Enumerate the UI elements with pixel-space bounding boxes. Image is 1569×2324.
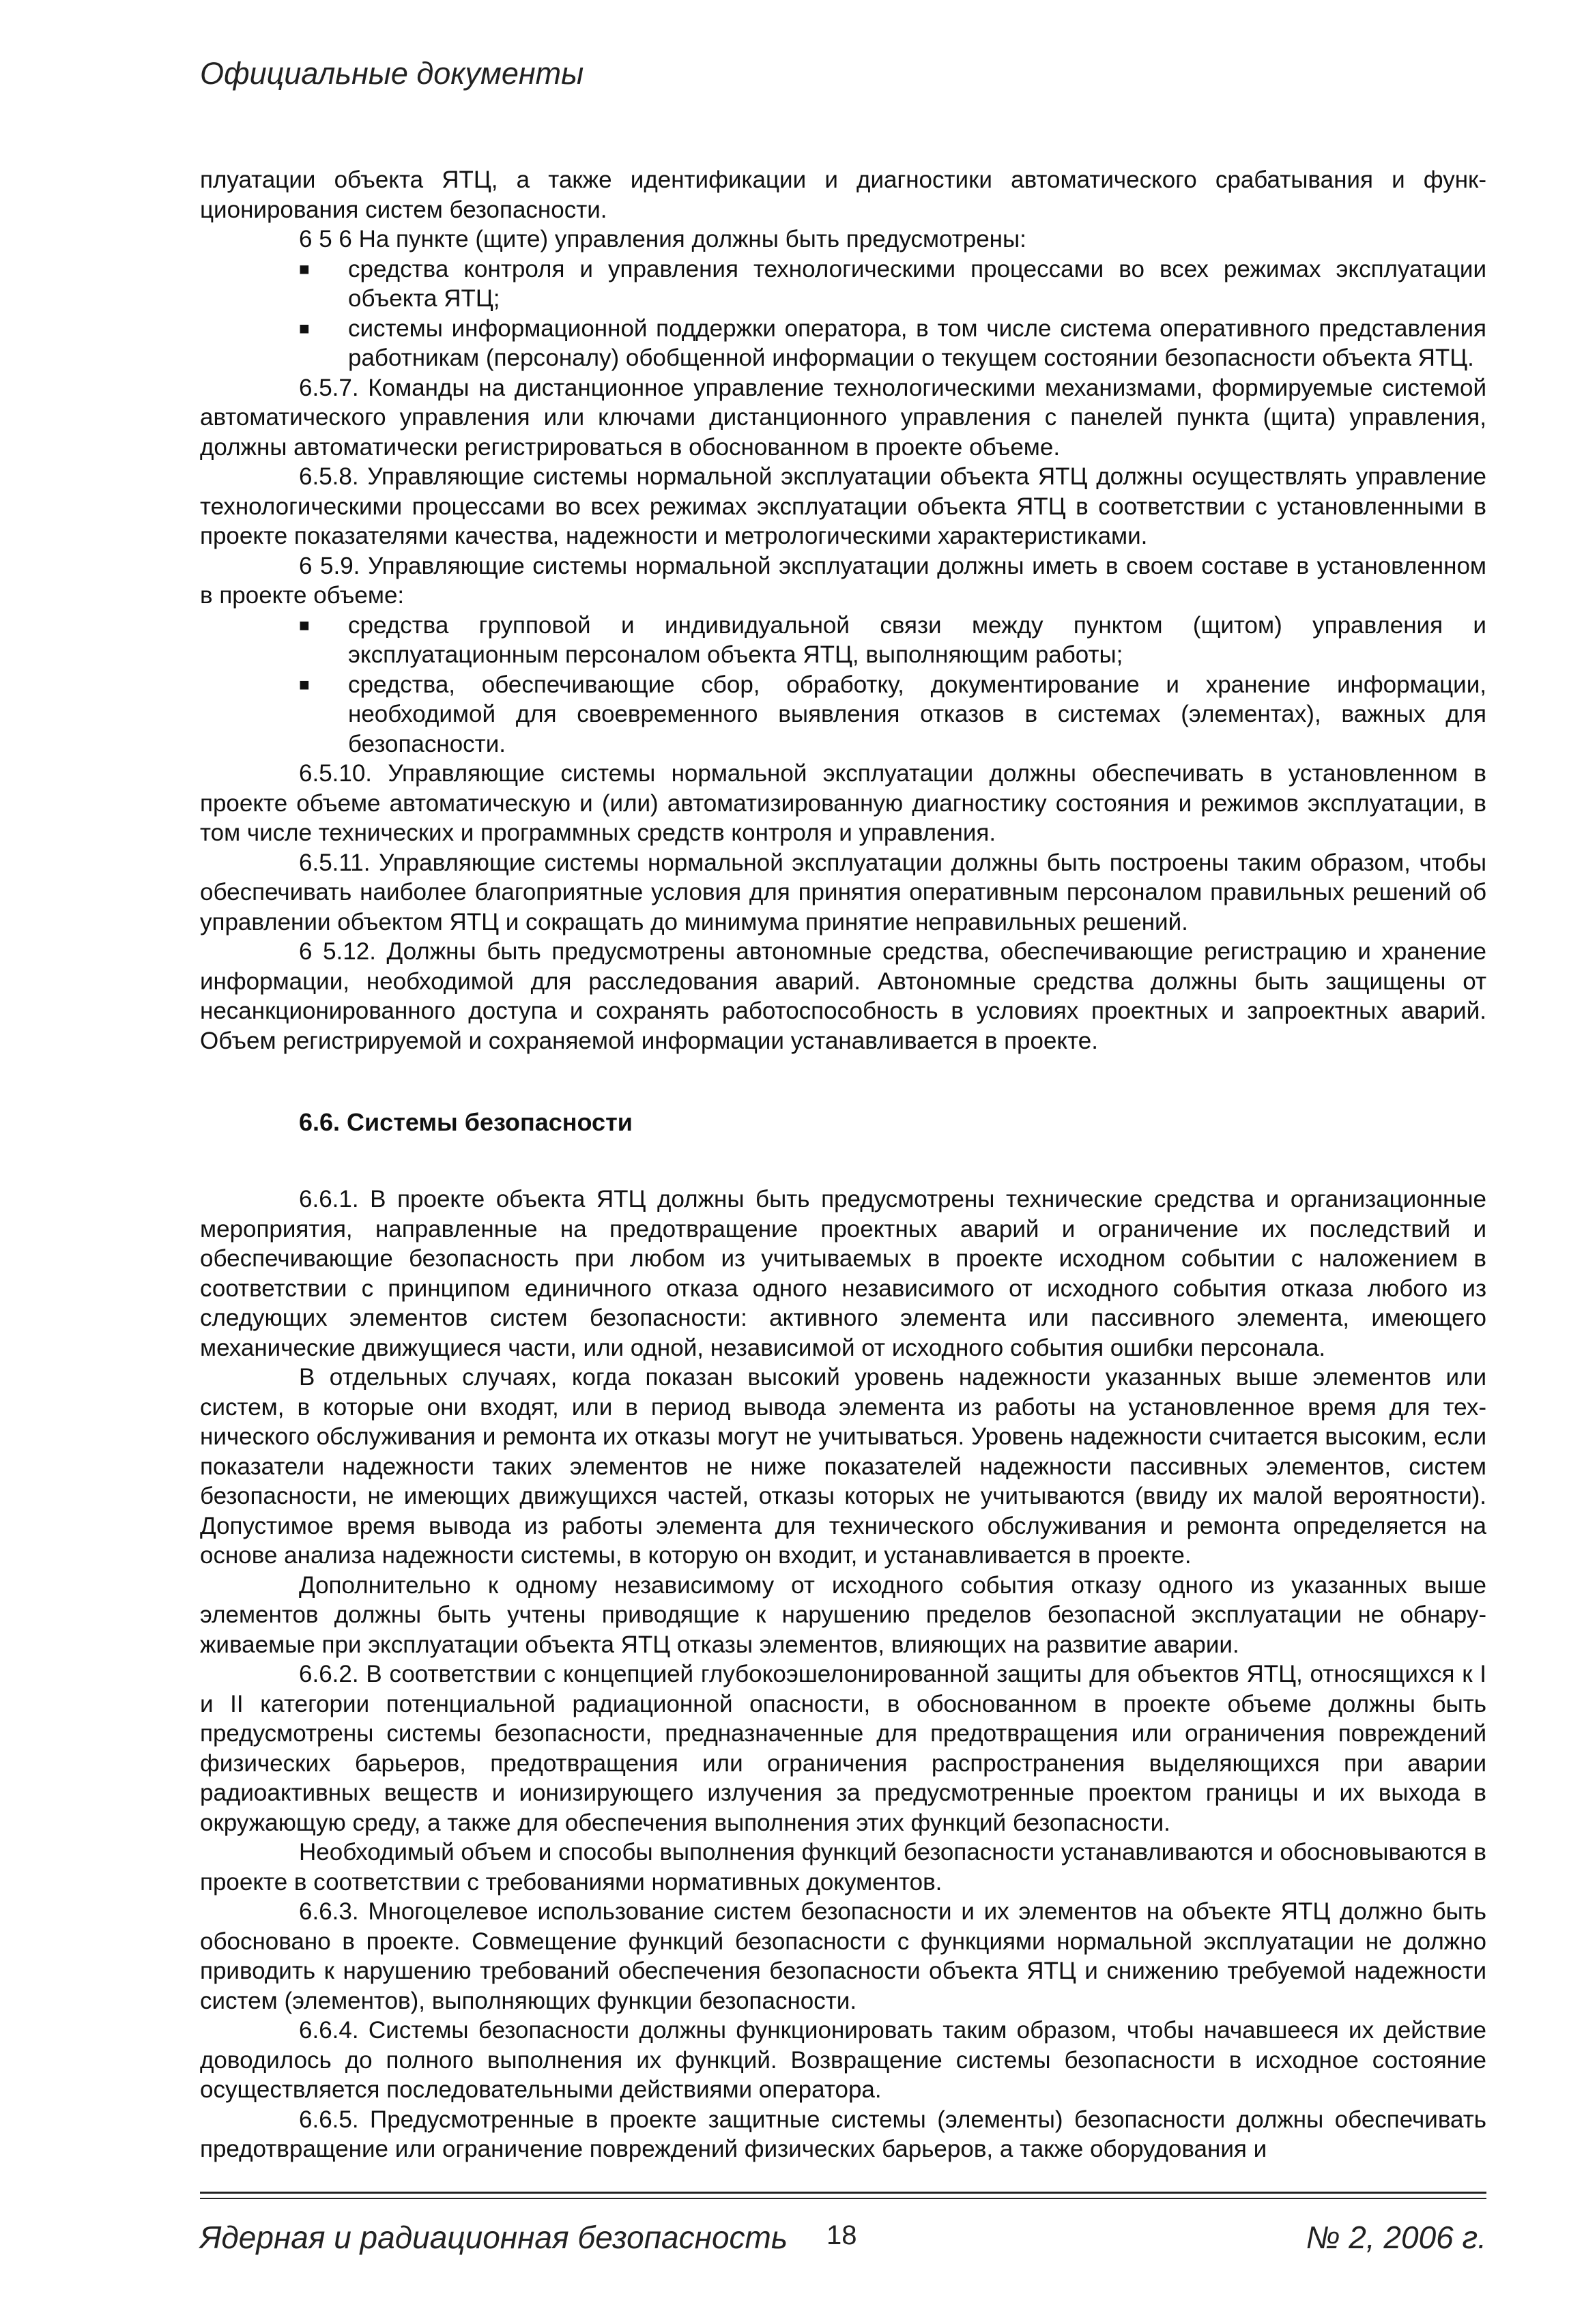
paragraph-6-5-12: 6 5.12. Должны быть предусмотрены автономные средства, обеспечивающие регистрацию и хранение информации, необходимой для расследования аварий. Автономные средства должны быть защищены от несанкционированного доступа и сохранять работоспособность в условиях проектных и запроектных аварий. Объем регистрируемой и сохраняемой информации устанавливается в проекте. — [200, 938, 1486, 1054]
bullet-list-6-5-6 — [200, 255, 1486, 373]
list-item: ■ средства, обеспечивающие сбор, обработку, документирование и хранение информации, необходимой для своевременного выявления отказов в системах (элементах), важных для безопасности. — [299, 671, 1486, 757]
running-header: Официальные документы — [200, 56, 584, 91]
bullet-icon: ■ — [299, 673, 310, 695]
paragraph-6-5-11: 6.5.11. Управляющие системы нормальной эксплуатации должны быть построены таким образом, чтобы обеспечивать наиболее благоприятные условия для принятия оперативным персоналом правильных решений об управлении объектом ЯТЦ и сокращать до минимума принятие неправильных решений. — [200, 849, 1486, 935]
paragraph-6-5-8: 6.5.8. Управляющие системы нормальной эксплуатации объекта ЯТЦ должны осуществлять управление технологическими процессами во всех режимах эксплуатации объекта ЯТЦ в соответствии с установленными в проекте показателями качества, надежности и метрологическими характеристиками. — [200, 463, 1486, 549]
list-item: ■ средства контроля и управления технологическими процессами во всех режимах эксплуатации объекта ЯТЦ; — [299, 255, 1486, 312]
paragraph-6-5-6: 6 5 6 На пункте (щите) управления должны быть предусмотрены: — [299, 226, 1026, 252]
paragraph-6-6-1-b: В отдельных случаях, когда показан высокий уровень надежности указанных выше элементов или систем, в которые они входят, или в период вывода элемента из работы на установленное время для технического обслуживания и ремонта их отказы могут не учитываться. Уровень надежности считается высоким, если показатели надежности таких элементов не ниже показателей надежности пассивных элементов, систем безопасности, не имеющих движущихся частей, отказы которых не учитываются (ввиду их малой вероятности). Допустимое время вывода из работы элемента для технического обслуживания и ремонта определяется на основе анализа надежности системы, в которую он входит, и устанавливается в проекте. — [200, 1364, 1486, 1569]
bullet-icon: ■ — [299, 317, 310, 338]
paragraph-6-5-9: 6 5.9. Управляющие системы нормальной эксплуатации должны иметь в своем составе в установленном в проекте объеме: — [200, 552, 1486, 609]
bullet-icon: ■ — [299, 258, 310, 279]
paragraph-6-6-2-b: Необходимый объем и способы выполнения функций безопасности устанавливаются и обосновываются в проекте в соответствии с требованиями нормативных документов. — [200, 1839, 1486, 1895]
journal-title: Ядерная и радиационная безопасность — [200, 2220, 788, 2255]
paragraph-6-5-7: 6.5.7. Команды на дистанционное управление технологическими механизмами, формируемые системой автоматического управления или ключами дистанционного управления с панелей пункта (щита) управления, должны автоматически регистрироваться в обоснованном в проекте объеме. — [200, 374, 1486, 461]
running-footer — [200, 2219, 1486, 2260]
paragraph-6-6-5: 6.6.5. Предусмотренные в проекте защитные системы (элементы) безопасности должны обеспечивать предотвращение или ограничение повреждений физических барьеров, а также оборудования и — [200, 2106, 1486, 2162]
bullet-list-6-5-9 — [200, 611, 1486, 759]
paragraph-6-6-2: 6.6.2. В соответствии с концепцией глубокоэшелонированной защиты для объектов ЯТЦ, относящихся к I и II категории потенциальной радиационной опасности, в обоснованном в проекте объеме должны быть предусмотрены системы безопасности, предназначенные для предотвращения или ограничения повреждений физических барьеров, предотвращения или ограничения распространения выделяющихся при аварии радиоактивных веществ и ионизирующего излучения за предусмотренные проектом границы и их выхода в окружающую среду, а также для обеспечения выполнения этих функций безопасности. — [200, 1661, 1486, 1836]
list-item: ■ средства групповой и индивидуальной связи между пунктом (щитом) управления и эксплуатационным персоналом объекта ЯТЦ, выполняющим работы; — [299, 611, 1486, 668]
list-item: ■ системы информационной поддержки оператора, в том числе система оперативного представления работникам (персоналу) обобщенной информации о текущем состоянии безопасности объекта ЯТЦ. — [299, 315, 1486, 371]
issue-number: № 2, 2006 г. — [1306, 2220, 1486, 2255]
page-number: 18 — [826, 2220, 857, 2250]
paragraph-intro: плуатации объекта ЯТЦ, а также идентификации и диагностики автоматического срабатывания и функционирования систем безопасности. — [200, 166, 1486, 223]
footer-rule — [200, 2192, 1486, 2194]
paragraph-6-6-4: 6.6.4. Системы безопасности должны функционировать таким образом, чтобы начавшееся их действие доводилось до полного выполнения их функций. Возвращение системы безопасности в исходное состояние осуществляется последовательными действиями оператора. — [200, 2017, 1486, 2103]
paragraph-6-6-1-c: Дополнительно к одному независимому от исходного события отказу одного из указанных выше элементов должны быть учтены приводящие к нарушению пределов безопасной эксплуатации не обнаруживаемые при эксплуатации объекта ЯТЦ отказы элементов, влияющих на развитие аварии. — [200, 1571, 1486, 1658]
document-body — [200, 165, 1486, 2164]
paragraph-6-6-1: 6.6.1. В проекте объекта ЯТЦ должны быть предусмотрены технические средства и организационные мероприятия, направленные на предотвращение проектных аварий и ограничение их последствий и обеспечивающие безопасность при любом из учитываемых в проекте исходном событии с наложением в соответствии с принципом единичного отказа одного независимого от исходного события отказа любого из следующих элементов систем безопасности: активного элемента или пассивного элемента, имеющего механические движущиеся части, или одной, независимой от исходного события ошибки персонала. — [200, 1186, 1486, 1361]
paragraph-6-6-3: 6.6.3. Многоцелевое использование систем безопасности и их элементов на объекте ЯТЦ должно быть обосновано в проекте. Совмещение функций безопасности с функциями нормальной эксплуатации не должно приводить к нарушению требований обеспечения безопасности объекта ЯТЦ и снижению требуемой надежности систем (элементов), выполняющих функции безопасности. — [200, 1898, 1486, 2014]
section-heading: 6.6. Системы безопасности — [299, 1108, 633, 1136]
bullet-icon: ■ — [299, 614, 310, 635]
paragraph-6-5-10: 6.5.10. Управляющие системы нормальной эксплуатации должны обеспечивать в установленном в проекте объеме автоматическую и (или) автоматизированную диагностику состояния и режимов эксплуатации, в том числе технических и программных средств контроля и управления. — [200, 760, 1486, 846]
footer-rule — [200, 2198, 1486, 2199]
